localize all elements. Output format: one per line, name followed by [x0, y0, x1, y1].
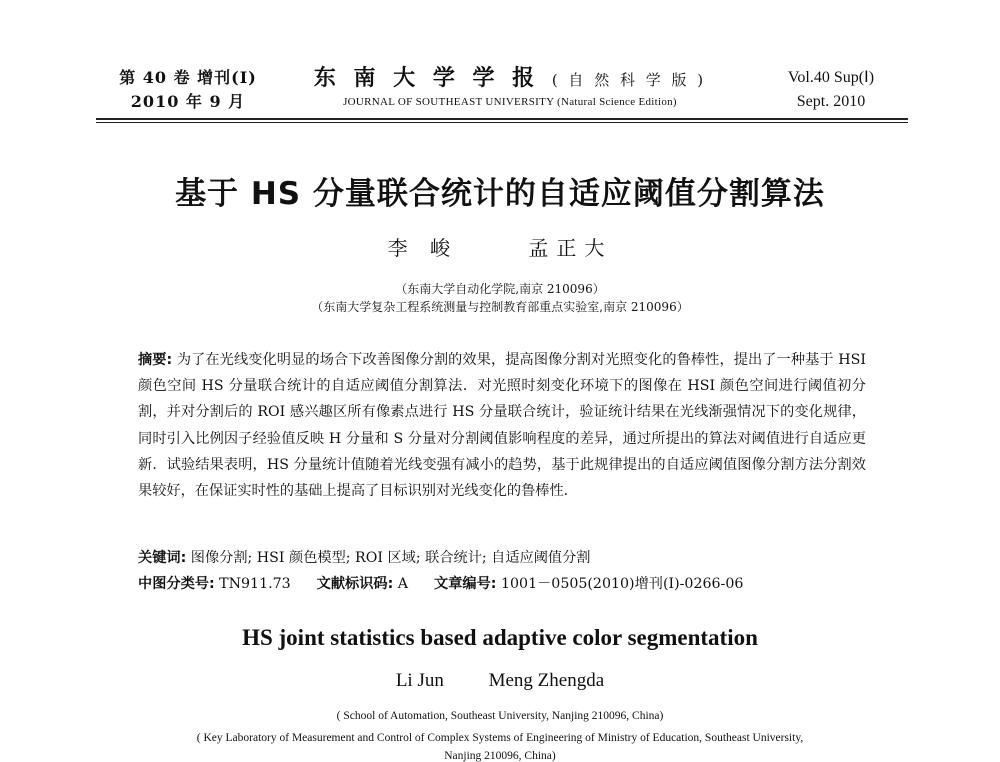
keywords-cn — [138, 545, 866, 571]
affiliation-1-en: ( School of Automation, Southeast University, Nanjing 210096, China) — [336, 710, 664, 722]
clc-label: 中图分类号: — [138, 576, 215, 592]
author-2-en: Meng Zhengda — [488, 670, 605, 691]
volume-en: Vol.40 Sup(Ⅰ) — [787, 69, 875, 86]
keywords-label: 关键词: — [138, 550, 187, 566]
affiliation-1-cn: （东南大学自动化学院,南京 210096） — [395, 282, 605, 296]
paper-title-en: HS joint statistics based adaptive color segmentation — [242, 625, 758, 650]
author-1-cn: 李 峻 — [387, 236, 458, 260]
paper-title-cn: 基于 HS 分量联合统计的自适应阈值分割算法 — [175, 176, 825, 212]
doc-code-label: 文献标识码: — [316, 576, 394, 592]
header-center — [280, 64, 740, 110]
volume-cn: 第 40 卷 增刊(Ⅰ) — [119, 68, 257, 87]
clc-value: TN911.73 — [214, 576, 291, 592]
date-en: Sept. 2010 — [796, 93, 866, 110]
journal-edition-cn: ( 自 然 科 学 版 ) — [551, 71, 707, 89]
abstract-text: 为了在光线变化明显的场合下改善图像分割的效果，提高图像分割对光照变化的鲁棒性，提出了一种基于 HSI 颜色空间 HS 分量联合统计的自适应阈值分割算法．对光照时刻变化环境下的图像在 HSI 颜色空间进行阈值初分割，并对分割后的 ROI 感兴趣区所有像素点进行 HS 分量联合统计，验证统计结果在光线渐强情况下的变化规律，同时引入比例因子经验值反映 H 分量和 S 分量对分割阈值影响程度的差异，通过所提出的算法对阈值进行自适应更新．试验结果表明，HS 分量统计值随着光线变强有减小的趋势，基于此规律提出的自适应阈值图像分割方法分割效果较好，在保证实时性的基础上提高了目标识别对光线变化的鲁棒性． — [138, 352, 866, 500]
header-rule-thin — [96, 122, 908, 123]
classification-line — [138, 571, 866, 597]
date-cn: 2010 年 9 月 — [130, 92, 246, 111]
header-left — [108, 66, 268, 114]
keywords-text: 图像分割; HSI 颜色模型; ROI 区域; 联合统计; 自适应阈值分割 — [186, 550, 591, 566]
affiliation-2-cn: （东南大学复杂工程系统测量与控制教育部重点实验室,南京 210096） — [311, 300, 689, 314]
header-right — [756, 66, 906, 114]
journal-name-cn: 东 南 大 学 学 报 — [313, 65, 540, 91]
affiliation-3-en: Nanjing 210096, China) — [444, 750, 556, 762]
affiliation-2-en: ( Key Laboratory of Measurement and Control of Complex Systems of Engineering of Ministry of Education, Southeast University, — [196, 732, 804, 744]
doc-code-value: A — [393, 576, 409, 592]
article-no-value: 1001－0505(2010)增刊(Ⅰ)-0266-06 — [496, 576, 744, 592]
header-rule-thick — [96, 118, 908, 120]
journal-title-en: JOURNAL OF SOUTHEAST UNIVERSITY (Natural Science Edition) — [343, 96, 677, 108]
article-no-label: 文章编号: — [434, 576, 497, 592]
author-1-en: Li Jun — [395, 670, 444, 691]
abstract-label: 摘要: — [138, 352, 173, 368]
journal-title-cn — [280, 64, 740, 94]
abstract-cn — [138, 347, 866, 504]
author-2-cn: 孟正大 — [528, 236, 613, 260]
authors-cn — [200, 232, 800, 261]
authors-en — [200, 670, 800, 692]
